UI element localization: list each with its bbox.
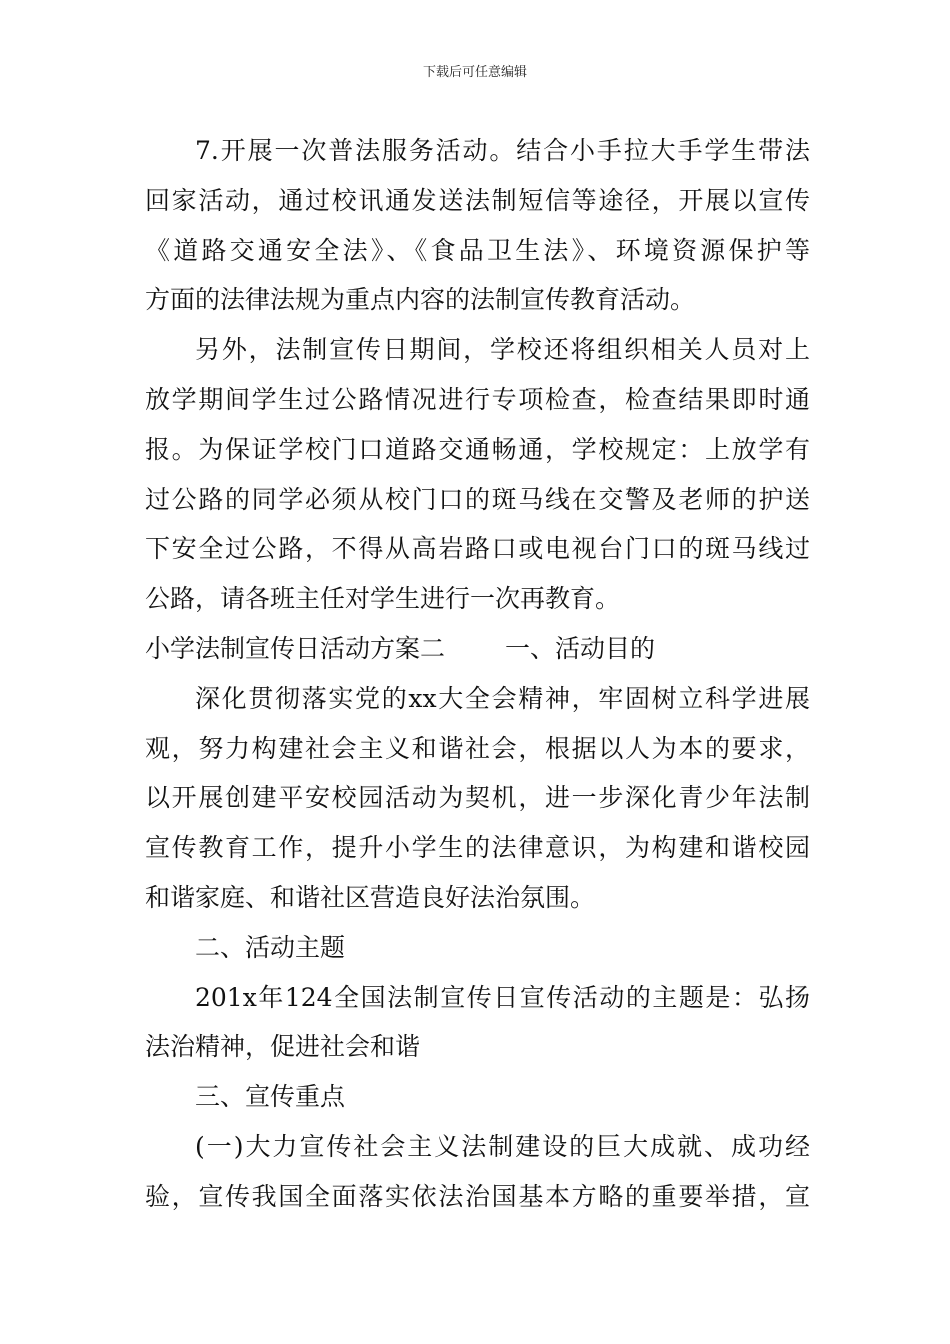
paragraph-line: 过公路的同学必须从校门口的斑马线在交警及老师的护送 (145, 484, 810, 514)
paragraph-line: 回家活动，通过校讯通发送法制短信等途径，开展以宣传 (145, 185, 810, 215)
paragraph-line: 下安全过公路，不得从高岩路口或电视台门口的斑马线过 (145, 534, 810, 564)
paragraph-line: 法治精神，促进社会和谐 (145, 1032, 421, 1062)
paragraph-line: 报。为保证学校门口道路交通畅通，学校规定：上放学有 (145, 434, 810, 464)
paragraph (145, 1122, 810, 1222)
section-heading: 二、活动主题 (195, 932, 346, 962)
document-body (145, 126, 810, 1222)
paragraph (145, 674, 810, 923)
paragraph-line: 验，宣传我国全面落实依法治国基本方略的重要举措，宣 (145, 1181, 810, 1211)
paragraph-line: 和谐家庭、和谐社区营造良好法治氛围。 (145, 882, 596, 912)
section-heading: 一、活动目的 (505, 633, 656, 663)
section-heading-row (145, 624, 810, 674)
paragraph (145, 126, 810, 325)
paragraph-line: 另外，法制宣传日期间，学校还将组织相关人员对上 (195, 335, 810, 365)
paragraph-line: 深化贯彻落实党的xx大全会精神，牢固树立科学进展 (195, 683, 810, 713)
paragraph-line: 方面的法律法规为重点内容的法制宣传教育活动。 (145, 285, 696, 315)
section-heading: 三、宣传重点 (195, 1082, 346, 1112)
paragraph-line: (一)大力宣传社会主义法制建设的巨大成就、成功经 (195, 1131, 810, 1161)
paragraph-line: 《道路交通安全法》、《食品卫生法》、环境资源保护等 (145, 235, 810, 265)
paragraph-line: 宣传教育工作，提升小学生的法律意识，为构建和谐校园 (145, 833, 810, 863)
paragraph-line: 公路，请各班主任对学生进行一次再教育。 (145, 584, 621, 614)
paragraph-line: 观，努力构建社会主义和谐社会，根据以人为本的要求， (145, 733, 810, 763)
paragraph-line: 201x年124全国法制宣传日宣传活动的主题是：弘扬 (195, 982, 810, 1012)
page-header: 下载后可任意编辑 (422, 65, 527, 80)
paragraph-line: 以开展创建平安校园活动为契机，进一步深化青少年法制 (145, 783, 810, 813)
paragraph-line: 放学期间学生过公路情况进行专项检查，检查结果即时通 (145, 384, 810, 414)
paragraph (145, 973, 810, 1073)
paragraph-line: 7.开展一次普法服务活动。结合小手拉大手学生带法 (195, 136, 810, 165)
document-title: 小学法制宣传日活动方案二 (145, 633, 446, 663)
paragraph (145, 325, 810, 624)
